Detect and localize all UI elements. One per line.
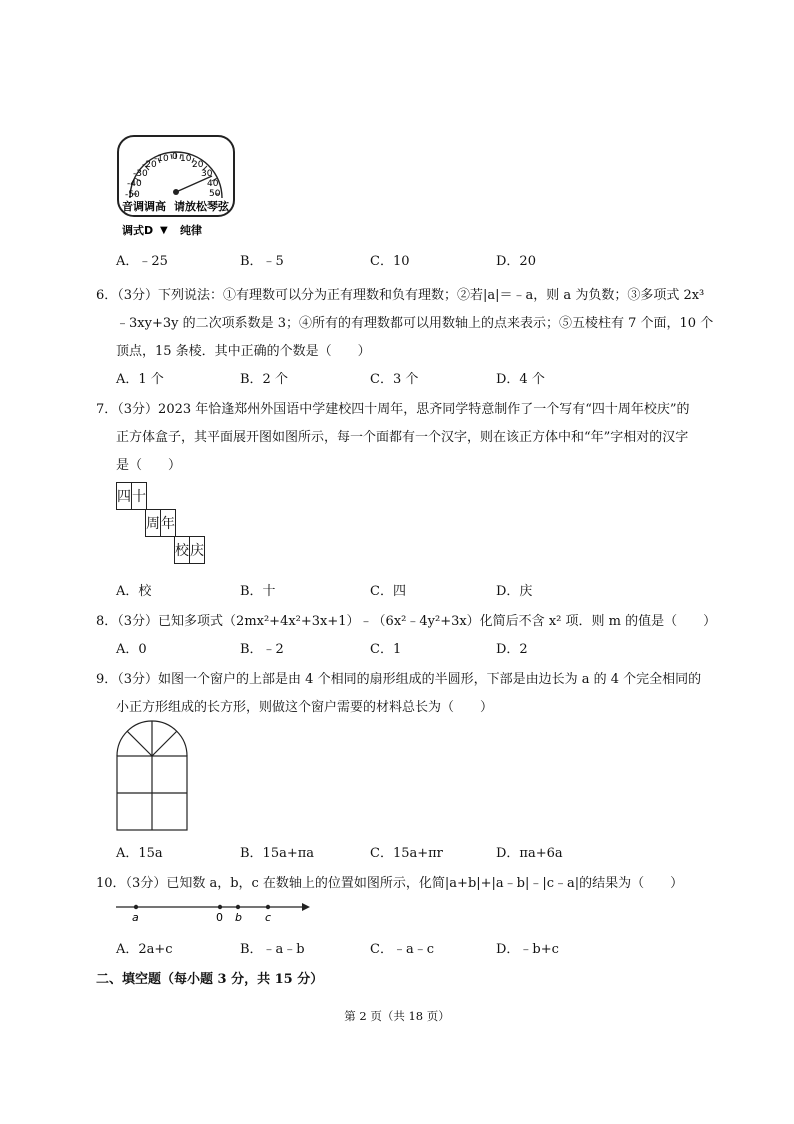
page-footer: 第 2 页（共 18 页） [344, 1009, 450, 1023]
scale-label: 10 [180, 154, 192, 164]
q6-option-b[interactable]: B．2 个 [240, 372, 288, 387]
tuner-caption-left: 音调调高 [122, 200, 166, 213]
q8-option-b[interactable]: B．﹣2 [240, 642, 284, 657]
scale-label: 0 [172, 152, 178, 162]
net-cell: 四 [117, 483, 132, 510]
q5-option-c[interactable]: C．10 [370, 254, 410, 269]
window-diagram [116, 720, 188, 832]
q9-option-d[interactable]: D．πa+6a [496, 846, 563, 861]
q7-line-2: 正方体盒子，其平面展开图如图所示，每一个面都有一个汉字，则在该正方体中和“年”字相对的汉字 [116, 430, 689, 445]
section-heading: 二、填空题（每小题 3 分，共 15 分） [96, 972, 324, 987]
q10-option-c[interactable]: C．﹣a﹣c [370, 942, 434, 957]
q5-option-d[interactable]: D．20 [496, 254, 536, 269]
tuner-mode-label: 调式D [122, 224, 154, 237]
q6-line-2: ﹣3xy+3y 的二次项系数是 3；④所有的有理数都可以用数轴上的点来表示；⑤五棱柱有 7 个面，10 个 [116, 316, 714, 331]
q9-option-b[interactable]: B．15a+πa [240, 846, 315, 861]
scale-label: -10 [154, 154, 169, 164]
axis-label-c: c [265, 911, 272, 924]
axis-label-b: b [235, 911, 242, 924]
number-line [116, 898, 310, 926]
tuner-dial [114, 134, 238, 240]
q7-option-b[interactable]: B．十 [240, 584, 276, 599]
q6-option-c[interactable]: C．3 个 [370, 372, 419, 387]
number-line-figure [116, 898, 310, 930]
scale-label: -50 [125, 190, 140, 200]
q6-option-a[interactable]: A．1 个 [116, 372, 164, 387]
scale-label: -40 [127, 179, 142, 189]
q8-option-d[interactable]: D．2 [496, 642, 528, 657]
q10-line-1: 10．（3分）已知数 a，b，c 在数轴上的位置如图所示，化简|a+b|+|a﹣b|﹣|c﹣a|的结果为（ ） [96, 876, 684, 891]
q9-line-2: 小正方形组成的长方形，则做这个窗户需要的材料总长为（ ） [116, 700, 494, 715]
tuner-temperament: 纯律 [180, 224, 202, 237]
net-cell: 周 [146, 510, 161, 537]
tuner-mode-arrow: ▼ [160, 225, 168, 236]
q8-option-c[interactable]: C．1 [370, 642, 402, 657]
axis-label-zero: 0 [216, 911, 223, 924]
q7-line-1: 7．（3分）2023 年恰逢郑州外国语中学建校四十周年，思齐同学特意制作了一个写有“四十周年校庆”的 [96, 402, 690, 417]
net-cell: 年 [161, 510, 176, 537]
q10-option-b[interactable]: B．﹣a﹣b [240, 942, 305, 957]
q7-line-3: 是（ ） [116, 458, 182, 473]
q5-option-a[interactable]: A．﹣25 [116, 254, 168, 269]
scale-label: -30 [133, 169, 148, 179]
q6-line-3: 顶点，15 条棱．其中正确的个数是（ ） [116, 344, 371, 359]
q10-option-d[interactable]: D．﹣b+c [496, 942, 559, 957]
scale-label: 20 [192, 160, 204, 170]
q10-option-a[interactable]: A．2a+c [116, 942, 173, 957]
q8-line-1: 8．（3分）已知多项式（2mx²+4x²+3x+1）﹣（6x²﹣4y²+3x）化简后不含 x² 项．则 m 的值是（ ） [96, 614, 717, 629]
net-cell: 校 [175, 537, 190, 564]
q6-line-1: 6．（3分）下列说法：①有理数可以分为正有理数和负有理数；②若|a|＝﹣a，则 a 为负数；③多项式 2x³ [96, 288, 705, 303]
scale-label: 50 [209, 189, 221, 199]
axis-label-a: a [132, 911, 139, 924]
q9-option-c[interactable]: C．15a+πr [370, 846, 443, 861]
q8-option-a[interactable]: A．0 [116, 642, 147, 657]
scale-label: 30 [201, 169, 213, 179]
window-figure [116, 720, 188, 836]
q9-option-a[interactable]: A．15a [116, 846, 163, 861]
q7-option-d[interactable]: D．庆 [496, 584, 533, 599]
scale-label: -20 [142, 160, 157, 170]
q6-option-d[interactable]: D．4 个 [496, 372, 545, 387]
net-cell: 庆 [190, 537, 205, 564]
q9-line-1: 9．（3分）如图一个窗户的上部是由 4 个相同的扇形组成的半圆形，下部是由边长为 a 的 4 个完全相同的 [96, 672, 702, 687]
net-cell: 十 [132, 483, 147, 510]
tuner-figure [114, 134, 238, 240]
scale-label: 40 [207, 179, 219, 189]
q7-option-c[interactable]: C．四 [370, 584, 406, 599]
q7-option-a[interactable]: A．校 [116, 584, 152, 599]
q5-option-b[interactable]: B．﹣5 [240, 254, 284, 269]
tuner-caption-right: 请放松琴弦 [174, 200, 229, 213]
